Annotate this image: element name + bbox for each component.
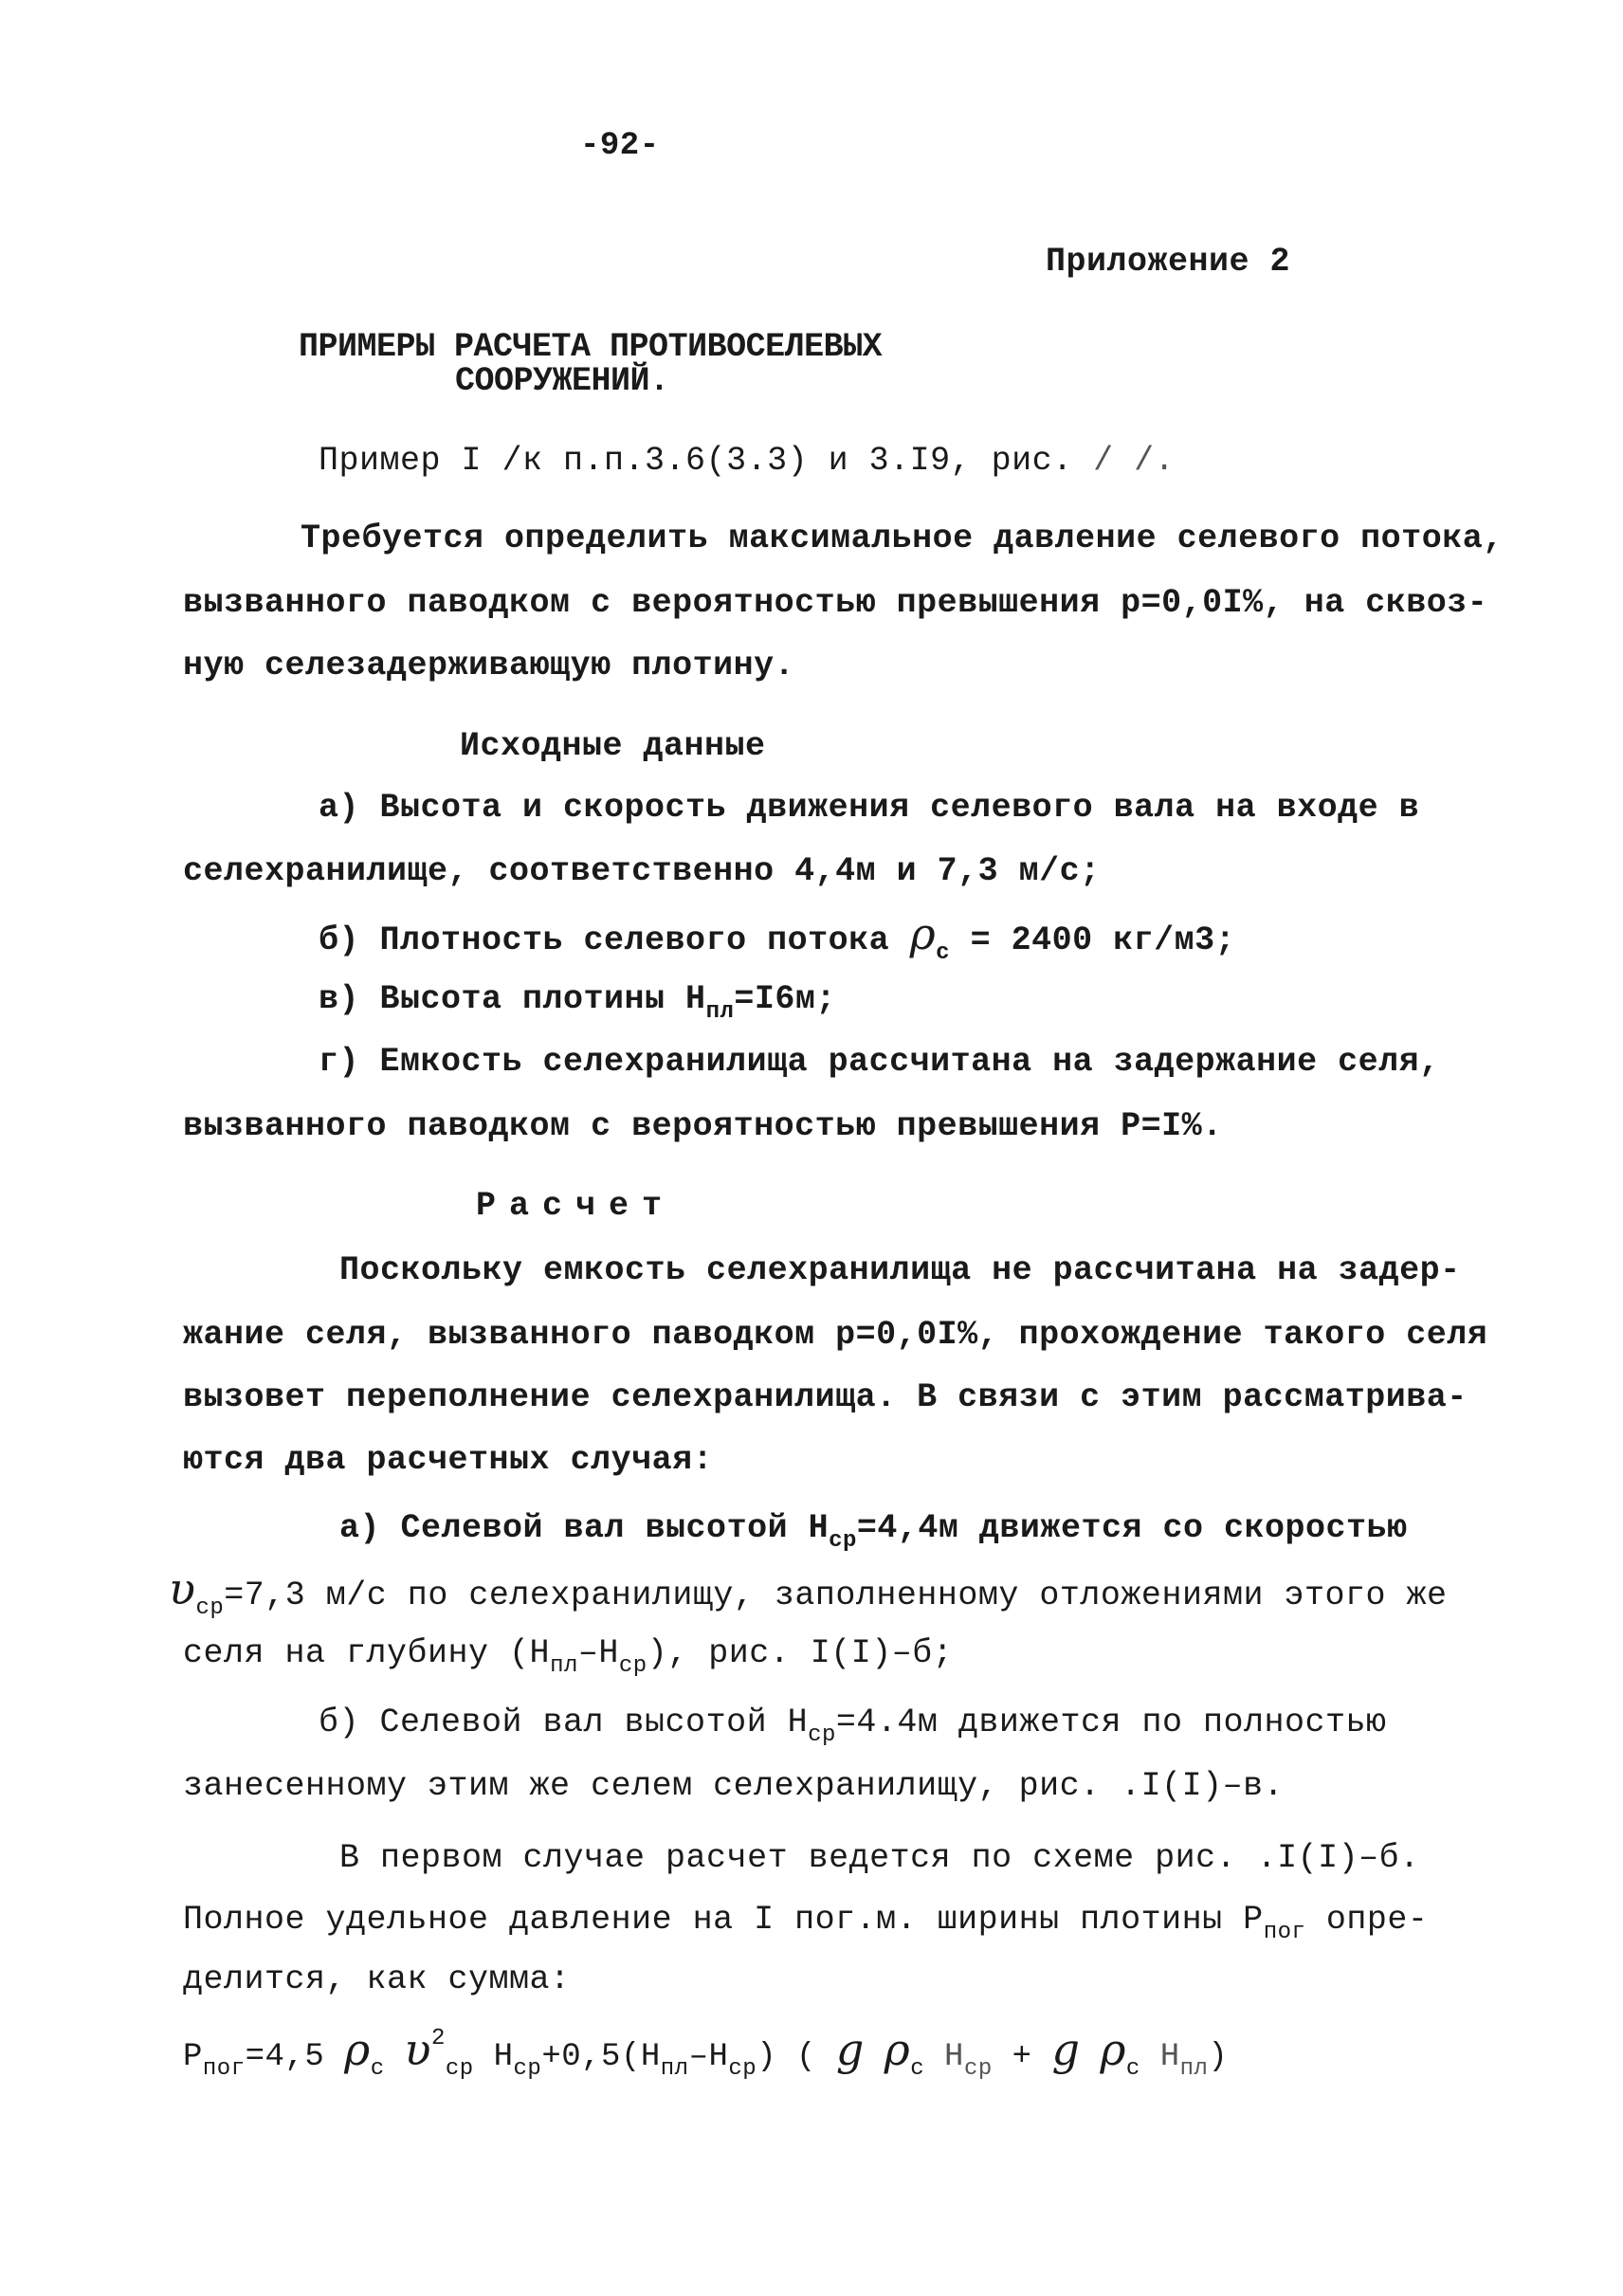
initial-data-c-text: в) Высота плотины Н [319,980,706,1018]
case-a-line-3-end: ), рис. I(I)–б; [647,1634,954,1672]
initial-data-c-value: =I6м; [734,980,836,1018]
density-subscript: с [936,940,951,966]
case-b-line-1 [319,1702,1387,1748]
formula-rho-1-sub: с [370,2056,385,2082]
calc-p1-line-4: ются два расчетных случая: [183,1441,714,1479]
formula-g-2: g [1051,2024,1081,2075]
problem-line-2: вызванного паводком с вероятностью превышения р=0,0I%, на сквоз- [183,584,1488,622]
problem-line-3: ную селезадерживающую плотину. [183,647,795,684]
initial-data-b-text: б) Плотность селевого потока [319,921,890,959]
case-a-line-2 [169,1563,1448,1621]
case-a-line-3-mid: –Н [577,1634,619,1672]
calc-p2-line-2-text: Полное удельное давление на I пог.м. ширины плотины Р [183,1901,1264,1939]
velocity-subscript: ср [195,1595,225,1621]
density-symbol: ρ [909,908,937,959]
case-a-line-2-text: =7,3 м/с по селехранилищу, заполненному отложениями этого же [224,1576,1448,1614]
case-a-line-3-sub-1: пл [550,1653,578,1679]
calc-p2-line-3: делится, как сумма: [183,1960,571,1998]
initial-data-heading: Исходные данные [460,727,766,765]
case-a-line-1-value: =4,4м движется со скоростью [856,1509,1408,1547]
example-heading-text: Пример I /к п.п.3.6(3.3) и 3.I9, рис. [319,442,1073,480]
initial-data-d-line-2: вызванного паводком с вероятностью превышения Р=I%. [183,1107,1223,1145]
calc-p2-line-1: В первом случае расчет ведется по схеме рис. .I(I)–б. [339,1839,1420,1877]
formula-p: Р [183,2039,203,2075]
title-line-1: ПРИМЕРЫ РАСЧЕТА ПРОТИВОСЕЛЕВЫХ [299,328,883,366]
formula-half: +0,5(Н [541,2039,661,2075]
case-a-line-1-subscript: ср [829,1528,857,1554]
initial-data-b [319,908,1236,966]
example-heading [319,440,1175,482]
calc-p1-line-3: вызовет переполнение селехранилища. В связи с этим рассматрива- [183,1378,1468,1416]
calc-p2-line-2-subscript: пог [1263,1920,1306,1945]
formula-half-mid: –Н [688,2039,729,2075]
case-a-line-3 [183,1632,954,1679]
formula-h-3-sub: пл [1179,2056,1209,2082]
formula-v: υ [404,2024,431,2075]
case-b-line-1-value: =4.4м движется по полностью [835,1704,1387,1741]
formula-h-sub: ср [513,2056,542,2082]
example-heading-mark: / /. [1093,442,1176,480]
formula-plus: + [1012,2039,1032,2075]
dam-height-subscript: пл [705,999,735,1025]
formula-p-sub: пог [202,2056,246,2082]
formula-g-1: g [835,2024,865,2075]
case-a-line-1 [339,1507,1408,1554]
formula-half-sub-2: ср [728,2056,757,2082]
calc-p1-line-1: Поскольку емкость селехранилища не рассчитана на задер- [339,1251,1461,1289]
velocity-symbol: υ [169,1563,196,1614]
calc-p2-line-2 [183,1899,1429,1945]
formula-rho-1: ρ [344,2024,371,2075]
formula-v-sub: ср [445,2056,474,2082]
case-a-line-3-sub-2: ср [618,1653,647,1679]
formula-eq: =4,5 [245,2039,325,2075]
initial-data-a-line-1: а) Высота и скорость движения селевого вала на входе в [319,789,1420,827]
case-a-line-3-text: селя на глубину (Н [183,1634,551,1672]
page-number: -92- [580,128,660,164]
formula-close: ) [1208,2039,1229,2075]
formula-v-sup: 2 [430,2026,446,2051]
calc-p1-line-2: жание селя, вызванного паводком р=0,0I%, прохождение такого селя [183,1316,1488,1354]
formula-line [183,2024,1229,2082]
initial-data-d-line-1: г) Емкость селехранилища рассчитана на задержание селя, [319,1043,1440,1081]
title-line-2: СООРУЖЕНИЙ. [455,362,669,400]
initial-data-a-line-2: селехранилище, соответственно 4,4м и 7,3 м/с; [183,852,1101,890]
initial-data-c [319,978,836,1025]
initial-data-b-value: = 2400 кг/м3; [970,921,1236,959]
formula-h: Н [493,2039,514,2075]
formula-half-close: ) ( [757,2039,816,2075]
formula-h-2-sub: ср [963,2056,993,2082]
formula-rho-3-sub: с [1125,2056,1140,2082]
formula-half-sub-1: пл [660,2056,689,2082]
appendix-label: Приложение 2 [1046,243,1291,281]
formula-rho-3: ρ [1100,2024,1126,2075]
case-b-line-2: занесенному этим же селем селехранилищу, рис. .I(I)–в. [183,1767,1285,1805]
case-a-line-1-text: а) Селевой вал высотой Н [339,1509,830,1547]
formula-rho-2-sub: с [910,2056,925,2082]
problem-line-1: Требуется определить максимальное давление селевого потока, [301,519,1504,557]
formula-h-3: Н [1159,2039,1180,2075]
calc-p2-line-2-end: опре- [1325,1901,1429,1939]
formula-h-2: Н [944,2039,964,2075]
case-b-line-1-text: б) Селевой вал высотой Н [319,1704,809,1741]
case-b-line-1-subscript: ср [808,1722,836,1748]
calc-heading: Расчет [476,1187,676,1225]
formula-rho-2: ρ [884,2024,911,2075]
